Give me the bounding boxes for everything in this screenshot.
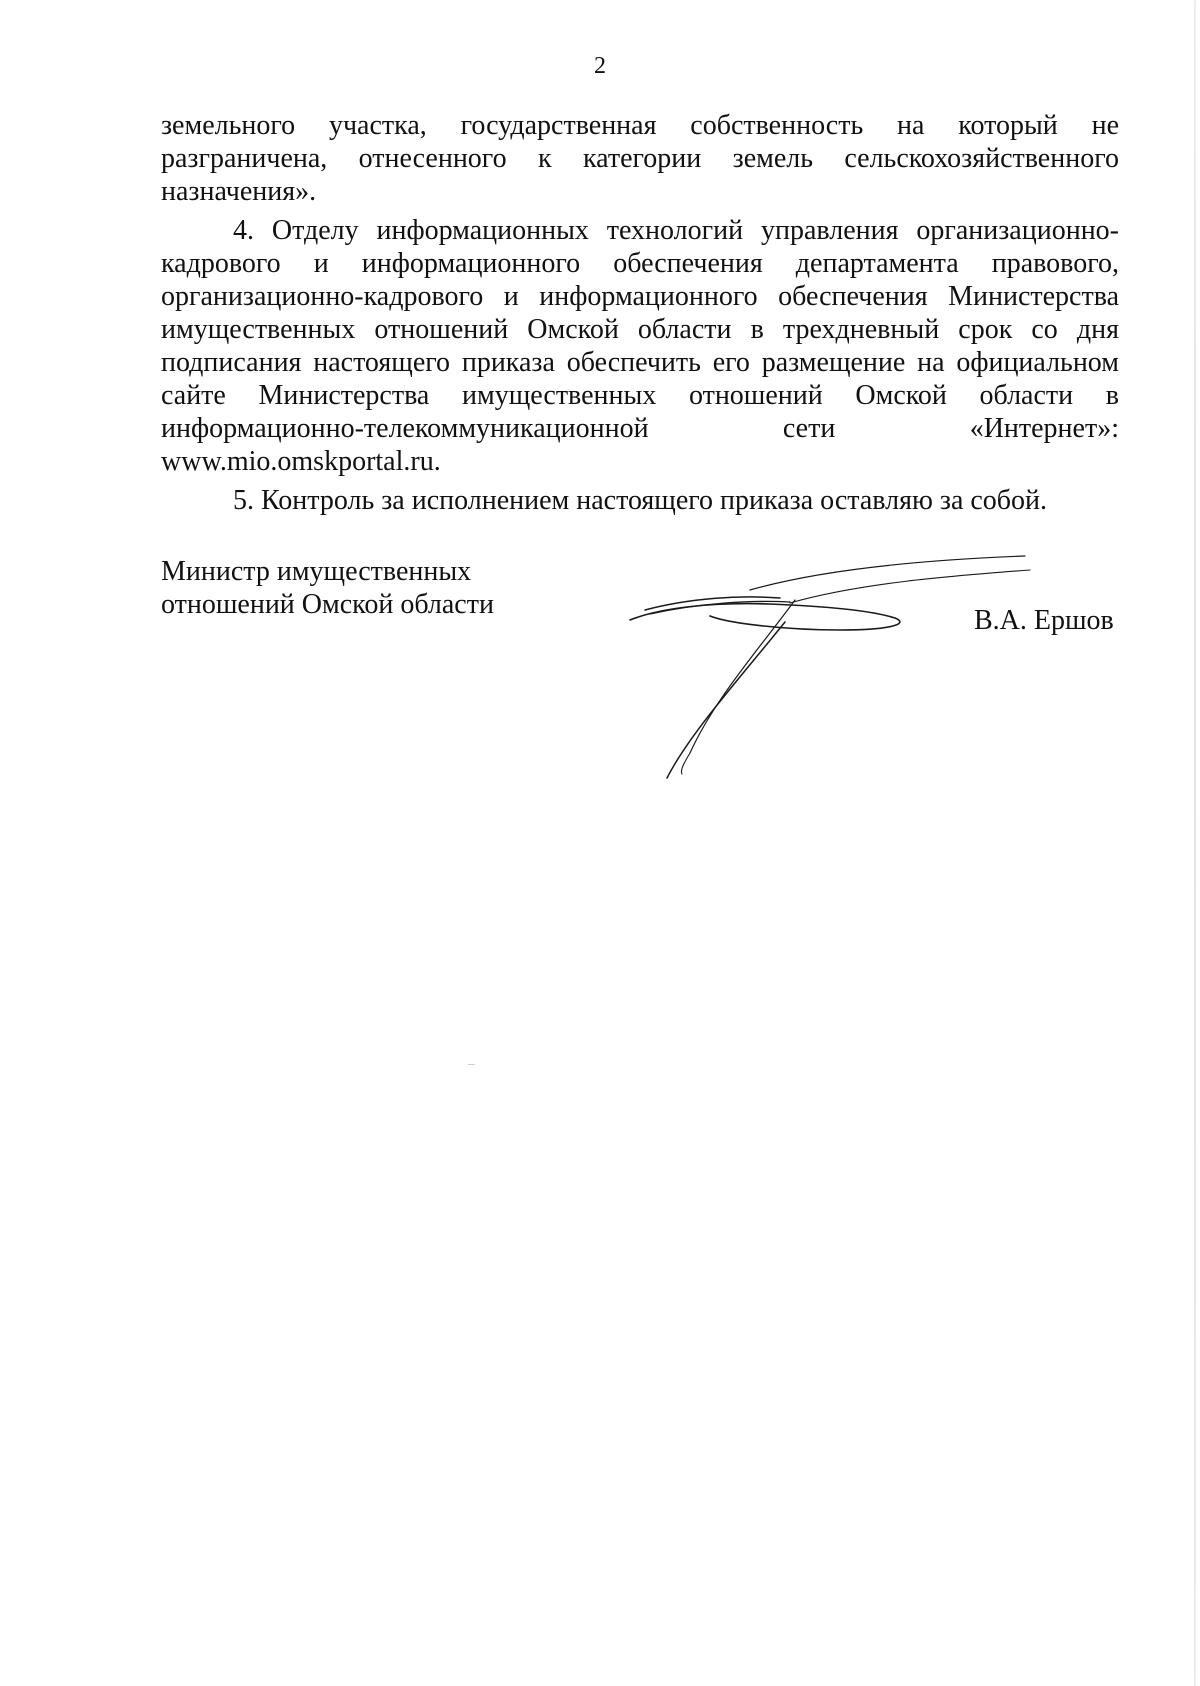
scan-edge-shadow <box>1194 0 1196 1686</box>
signature-stroke <box>667 622 785 778</box>
page-number: 2 <box>594 53 606 79</box>
signatory-position-line-1: Министр имущественных <box>161 556 472 587</box>
document-body <box>161 109 1119 517</box>
signature-stroke <box>790 570 1030 603</box>
signature-stroke <box>750 556 1025 590</box>
paragraph-continuation: земельного участка, государственная собственность на который не разграничена, отнесенного к категории земель сельскохозяйственного назначения». <box>161 110 1119 207</box>
signatory-name: В.А. Ершов <box>974 605 1114 636</box>
signature-stroke <box>681 753 690 774</box>
paragraph-item-5: 5. Контроль за исполнением настоящего приказа оставляю за собой. <box>233 485 1048 516</box>
signatory-position <box>161 555 494 621</box>
handwritten-signature-icon <box>620 548 1050 798</box>
paragraph-item-4: 4. Отделу информационных технологий управления организационно-кадрового и информационного обеспечения департамента правового, организационно-кадрового и информационного обеспечения Министерства имущественных отношений Омской области в трехдневный срок со дня подписания настоящего приказа обеспечить его размещение на официальном сайте Министерства имущественных отношений Омской области в информационно-телекоммуникационной сети «Интернет»: www.mio.omskportal.ru. <box>161 215 1119 477</box>
signature-stroke <box>630 604 900 630</box>
scan-speck <box>468 1064 475 1065</box>
signatory-position-line-2: отношений Омской области <box>161 589 494 620</box>
